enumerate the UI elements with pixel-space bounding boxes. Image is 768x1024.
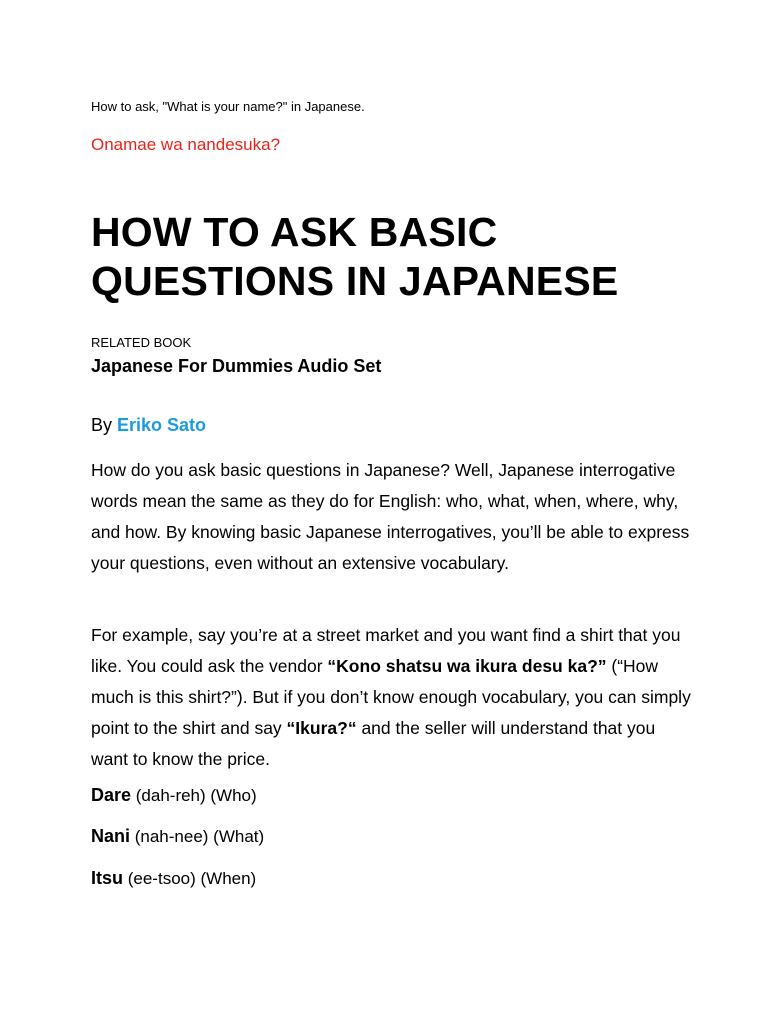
- romaji-phrase: Onamae wa nandesuka?: [91, 135, 281, 154]
- vocab-gloss: (nah-nee) (What): [130, 827, 265, 846]
- para2-text-3: and the seller will understand that you want to know the price.: [91, 718, 656, 769]
- intro-text: How to ask, "What is your name?" in Japanese.: [91, 99, 365, 114]
- body-paragraph-2: [91, 620, 691, 775]
- vocab-item: [91, 826, 264, 847]
- page-title: HOW TO ASK BASIC QUESTIONS IN JAPANESE: [91, 209, 619, 304]
- para2-quote-2: “Ikura?“: [286, 718, 357, 738]
- related-book-label: RELATED BOOK: [91, 335, 192, 350]
- para2-quote-1: “Kono shatsu wa ikura desu ka?”: [327, 656, 607, 676]
- vocab-item: [91, 868, 256, 889]
- para2-text-1: For example, say you’re at a street market and you want find a shirt that you like. You could ask the vendor: [91, 625, 681, 676]
- vocab-item: [91, 785, 257, 806]
- byline-prefix: By: [91, 415, 118, 435]
- vocab-term: Nani: [91, 826, 131, 846]
- byline: [91, 415, 206, 436]
- vocab-gloss: (ee-tsoo) (When): [123, 869, 257, 888]
- vocab-gloss: (dah-reh) (Who): [131, 786, 257, 805]
- related-book-title[interactable]: Japanese For Dummies Audio Set: [91, 356, 382, 376]
- body-paragraph-1: How do you ask basic questions in Japanese? Well, Japanese interrogative words mean the same as they do for English: who, what, when, where, why, and how. By knowing basic Japanese interrogatives, you’ll be able to express your questions, even without an extensive vocabulary.: [91, 460, 690, 573]
- para2-text-2: (“How much is this shirt?”). But if you don’t know enough vocabulary, you can simply point to the shirt and say: [91, 656, 691, 738]
- vocab-term: Dare: [91, 785, 132, 805]
- vocab-term: Itsu: [91, 868, 124, 888]
- author-link[interactable]: Eriko Sato: [117, 415, 207, 435]
